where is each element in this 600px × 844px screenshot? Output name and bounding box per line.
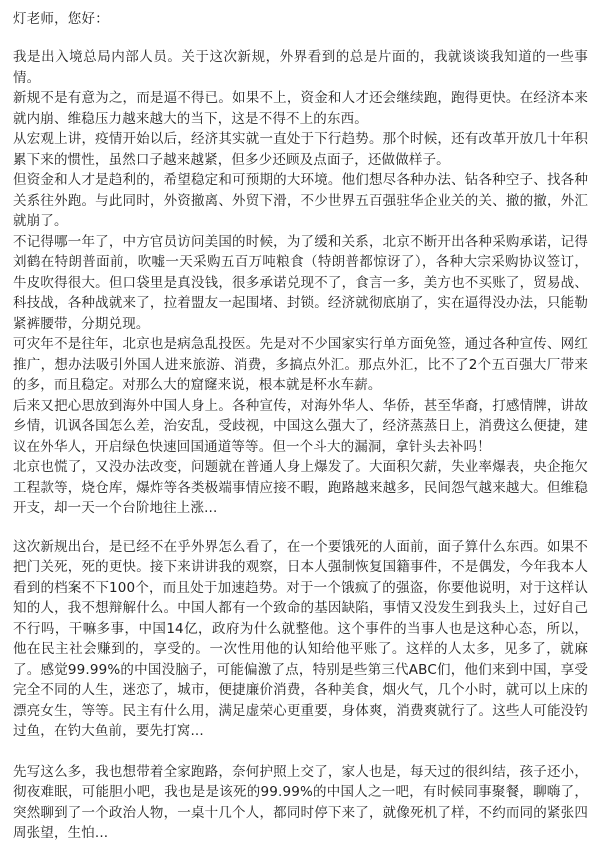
paragraph-policy-reason: 新规不是有意为之，而是逼不得已。如果不上，资金和人才还会继续跑，跑得更快。在经济本来就内崩、维稳压力越来越大的当下，这是不得不上的东西。 [13, 90, 588, 127]
paragraph-visa-free: 可灾年不是往年，北京也是病急乱投医。先是对不少国家实行单方面免签，通过各种宣传、网红推广，想办法吸引外国人进来旅游、消费，多搞点外汇。那点外汇，比不了2个五百强大厂带来的多，而且稳定。对那么大的窟窿来说，根本就是杯水车薪。 [13, 336, 588, 393]
paragraph-observations: 这次新规出台，是已经不在乎外界怎么看了，在一个要饿死的人面前，面子算什么东西。如果不把门关死，死的更快。接下来讲讲我的观察，日本人强制恢复国籍事件，不是偶发，今年我本人看到的档案不下100个，而且处于加速趋势。对于一个饿疯了的强盗，你要他说明，对于这样认知的人，我不想辩解什么。中国人都有一个致命的基因缺陷，事情又没发生到我头上，过好自己不行吗，干嘛多事，中国14亿，政府为什么就整他。这个事件的当事人也是这种心态，所以，他在民主社会赚到的，享受的。一次性用他的认知给他平账了。这样的人太多，见多了，就麻了。感觉99.99%的中国没脑子，可能偏激了点，特别是些第三代ABC们，他们来到中国，享受完全不同的人生，迷恋了，城市，便捷廉价消费，各种美食，烟火气，几个小时，就可以上床的漂亮女生，等等。民主有什么用，满足虚荣心更重要，身体爽，消费爽就行了。这些人可能没钓过鱼，在钓大鱼前，要先打窝... [13, 538, 588, 739]
paragraph-closing: 先写这么多，我也想带着全家跑路，奈何护照上交了，家人也是，每天过的很纠结，孩子还小，彻夜难眠，可能胆小吧，我也是是该死的99.99%的中国人之一吧，有时候同事聚餐，聊嗨了，突然聊到了一个政治人物，一桌十几个人，都同时停下来了，就像死机了样，不约而同的紧张四周张望，生怕... [13, 763, 588, 841]
paragraph-overseas-chinese: 后来又把心思放到海外中国人身上。各种宣传，对海外华人、华侨，甚至华裔，打感情牌，讲故乡情，讥讽各国怎么差，治安乱，受歧视，中国这么强大了，经济蒸蒸日上，消费这么便捷，建议在外华人，开启绿色快速回国通道等等。但一个斗大的漏洞，拿针头去补吗！ [13, 397, 588, 455]
paragraph-macro-economy: 从宏观上讲，疫情开始以后，经济其实就一直处于下行趋势。那个时候，还有改革开放几十年积累下来的惯性，虽然口子越来越紧，但多少还顾及点面子，还做做样子。 [13, 131, 588, 168]
paragraph-social-unrest: 北京也慌了，又没办法改变，问题就在普通人身上爆发了。大面积欠薪，失业率爆表，央企拖欠工程款等，烧仓库，爆炸等各类极端事情应接不暇，跑路越来越多，民间怨气越来越大。但维稳开支，却一天一个台阶地往上涨... [13, 459, 588, 516]
paragraph-identity: 我是出入境总局内部人员。关于这次新规，外界看到的总是片面的，我就谈谈我知道的一些事情。 [13, 49, 588, 86]
paragraph-capital-flight: 但资金和人才是趋利的，希望稳定和可预期的大环境。他们想尽各种办法、钻各种空子、找各种关系往外跑。与此同时，外资撤离、外贸下滑，不少世界五百强驻华企业关的关、撤的撤，外汇就崩了。 [13, 172, 588, 229]
greeting-line: 灯老师，您好： [13, 11, 109, 27]
paragraph-trade-war: 不记得哪一年了，中方官员访问美国的时候，为了缓和关系，北京不断开出各种采购承诺，记得刘鹤在特朗普面前，吹嘘一天采购五百万吨粮食（特朗普都惊讶了），各种大宗采购协议签订，牛皮吹得很大。但口袋里是真没钱，很多承诺兑现不了，食言一多，美方也不买账了，贸易战、科技战，各种战就来了，拉着盟友一起围堵、封锁。经济就彻底崩了，实在逼得没办法，只能勒紧裤腰带，分期兑现。 [13, 233, 588, 332]
